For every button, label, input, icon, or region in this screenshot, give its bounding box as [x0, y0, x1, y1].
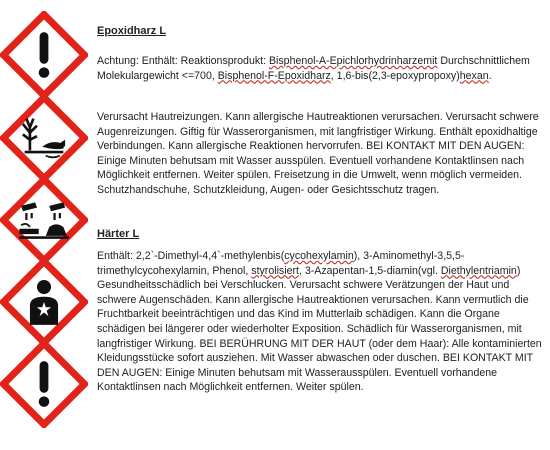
text-run: cycohexylamin	[284, 250, 354, 262]
environment-icon	[0, 94, 88, 182]
text-run: , 3-Azapentan-1,5-diamin(vgl.	[298, 264, 441, 277]
text-run: ), 3-Aminomethyl-3,5,5-trimethylcycohexylamin, Phenol,	[97, 250, 465, 277]
paragraph: Verursacht Hautreizungen. Kann allergische Hautreaktionen verursachen. Verursacht schwere Augenreizungen. Giftig für Wasserorganismen, mit langfristiger Wirkung. Enthält epoxidhaltige Verbindungen. Kann allergische Reaktionen hervorrufen. BEI KONTAKT MIT DEN AUGEN: Einige Minuten behutsam mit Wasser ausspülen. Eventuell vorhandene Kontaktlinsen nach Möglichkeit entfernen. Weiter spülen. Freisetzung in die Umwelt, wenn möglich vermeiden. Schutzhandschuhe, Schutzkleidung, Augen- oder Gesichtsschutz tragen.	[97, 111, 539, 196]
epoxid-ingredients	[97, 54, 543, 83]
epoxid-hazard-text	[97, 110, 543, 198]
text-run: Achtung: Enthält: Reaktionsprodukt:	[97, 55, 269, 67]
exclamation-icon	[0, 11, 88, 99]
haerter-text	[97, 249, 543, 395]
text-run: Durchschnittlichem Molekulargewicht <=700,	[97, 55, 530, 82]
text-run: Enthält: 2,2`-Dimethyl-4,4`-methylenbis(	[97, 250, 285, 262]
text-run: Bisphenol-F-Epoxidharz	[217, 69, 331, 82]
text-run: .	[488, 69, 492, 82]
text-run: Bisphenol-A-Epichlorhydrinharzemit	[268, 55, 438, 67]
health-hazard-icon	[0, 258, 88, 346]
text-run: , 1,6-bis(2,3-epoxypropoxy)	[330, 69, 460, 82]
exclamation-icon	[0, 340, 88, 428]
text-run: styrolisiert	[251, 264, 299, 277]
text-run: Diethylentriamin	[440, 264, 517, 277]
epoxid-title: Epoxidharz L	[97, 25, 167, 37]
text-run: hexan	[459, 69, 489, 82]
text-run: ) Gesundheitsschädlich bei Verschlucken. Verursacht schwere Verätzungen der Haut und schwere Augenschäden. Kann allergische Hautreaktionen verursachen. Kann vermutlich die Fruchtbarkeit beeinträchtigen und das Kind im Mutterlaib schädigen. Kann die Organe schädigen bei längerer oder wiederholter Exposition. Schädlich für Wasserorganismen, mit langfristiger Wirkung. BEI BERÜHRUNG MIT DER HAUT (oder dem Haar): Alle kontaminierten Kleidungsstücke sofort ausziehen. Mit Wasser abwaschen oder duschen. BEI KONTAKT MIT DEN AUGEN: Einige Minuten behutsam mit Wasserausspülen. Eventuell vorhandene Kontaktlinsen nach Möglichkeit entfernen. Weiter spülen.	[97, 264, 542, 394]
haerter-title: Härter L	[97, 228, 140, 240]
corrosion-icon	[0, 176, 88, 264]
